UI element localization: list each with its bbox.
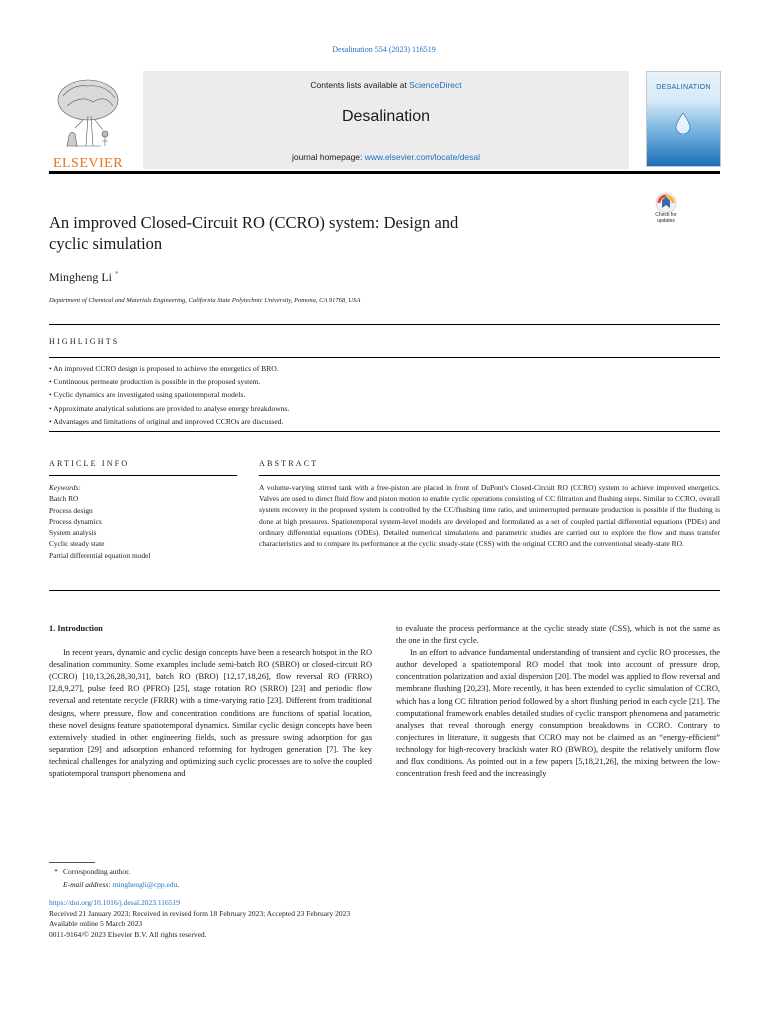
footnotes	[49, 866, 179, 891]
journal-info-box	[143, 71, 629, 169]
introduction-heading: 1. Introduction	[49, 624, 103, 633]
homepage-prefix: journal homepage:	[291, 152, 365, 162]
abstract-bottom-rule	[49, 590, 720, 591]
journal-title[interactable]: Desalination	[341, 108, 431, 125]
received-dates: Received 21 January 2023; Received in revised form 18 February 2023; Accepted 23 February 2023	[49, 908, 351, 918]
journal-masthead	[49, 71, 720, 169]
keyword-item: Process design	[49, 505, 93, 515]
intro-paragraph-2: to evaluate the process performance at the cyclic steady state (CSS), which is not the same as the one in the first cycle.	[396, 624, 720, 646]
badge-label-line-2: updates	[657, 217, 675, 224]
highlights-list	[49, 362, 720, 428]
article-title	[49, 212, 569, 254]
cover-title: DESALINATION	[656, 84, 711, 91]
author-name[interactable]: Mingheng Li	[49, 270, 112, 284]
highlight-item: • Approximate analytical solutions are provided to analyse energy breakdowns.	[49, 403, 290, 413]
check-for-updates-label	[648, 213, 684, 224]
intro-paragraph-3: In an effort to advance fundamental understanding of transient and cyclic RO processes, the author developed a spatiotemporal RO model that took into account of pressure drop, concentration polarization and axial dispersion [20]. The model was applied to flow reversal and membrane flushing [20,23]. More recently, it has been extended to cyclic simulation of CCRO, which has a long CC filtration period followed by a short flushing period in each cycle [21]. The computational framework enables detailed studies of cyclic transport phenomena and parametric analyses that reveal thorough energy consumption breakdowns in CCRO. Contrary to conjectures in literature, it suggests that CCRO may not be claimed as an “energy-efficient” technology for high-recovery brackish water RO (BWRO), despite the relatively uniform flow and flux conditions. As pointed out in a few papers [5,18,21,26], the mixing between the low-concentration fresh feed and the increasingly	[396, 648, 720, 779]
keyword-item: Process dynamics	[49, 516, 102, 526]
highlights-rule	[49, 357, 720, 358]
article-title-line-2: cyclic simulation	[49, 234, 163, 253]
intro-paragraph-1: In recent years, dynamic and cyclic design concepts have been a research hotspot in the RO desalination community. Some examples include semi-batch RO (SBRO) or closed-circuit RO (CCRO) [10,13,26,28,30,31], batch RO (BRO) [12,17,18,26], flow reversal RO (FRRO) [2,8,9,27], pulse feed RO (PFRO) [25], stage rotation RO (SRRO) [23] and periodic flow reversal and retentate recycle (FRRR) with a time-varying ratio [23]. Different from traditional designs, where pressure, flow and concentration conditions are functions of spatial location, these novel designs feature spatiotemporal dynamics. Similar cyclic design concepts have been extensively studied in other engineering fields, such as pressure swing adsorption for gas separation [29] and adsorption enhanced reforming for hydrogen generation [7]. The key technical challenges for analyzing and optimizing such cyclic processes are to solve the coupled spatiotemporal transport phenomena and	[49, 648, 372, 779]
elsevier-tree-icon	[53, 76, 123, 152]
abstract-heading: ABSTRACT	[259, 459, 319, 468]
copyright-line: 0011-9164/© 2023 Elsevier B.V. All rights reserved.	[49, 929, 207, 939]
journal-cover-image[interactable]	[646, 71, 721, 167]
homepage-line	[143, 152, 629, 162]
check-for-updates-button[interactable]	[648, 192, 684, 228]
publisher-name: ELSEVIER	[52, 156, 124, 171]
footnote-mark: *	[54, 867, 58, 876]
abstract-rule	[259, 475, 720, 476]
article-title-line-1: An improved Closed-Circuit RO (CCRO) system: Design and	[49, 213, 459, 232]
body-left-column	[49, 623, 372, 780]
highlights-top-rule	[49, 324, 720, 325]
highlight-item: • Cyclic dynamics are investigated using spatiotemporal models.	[49, 390, 246, 400]
article-info-heading: ARTICLE INFO	[49, 459, 130, 468]
keyword-item: System analysis	[49, 528, 97, 538]
masthead-divider	[49, 171, 720, 174]
article-info-rule	[49, 475, 237, 476]
check-for-updates-icon	[648, 192, 684, 214]
keyword-item: Partial differential equation model	[49, 550, 151, 560]
highlight-item: • Advantages and limitations of original and improved CCROs are discussed.	[49, 416, 284, 426]
badge-label-line-1: Check for	[655, 212, 677, 218]
highlights-heading: HIGHLIGHTS	[49, 337, 120, 346]
journal-citation[interactable]: Desalination 554 (2023) 116519	[332, 45, 436, 54]
water-drop-icon	[675, 112, 691, 134]
email-note	[49, 879, 179, 892]
body-right-column	[396, 623, 720, 780]
sciencedirect-link[interactable]: ScienceDirect	[409, 80, 462, 90]
keyword-item: Cyclic steady state	[49, 539, 105, 549]
available-online-date: Available online 5 March 2023	[49, 919, 143, 929]
corresponding-author-text: Corresponding author.	[63, 867, 131, 876]
publication-info	[49, 898, 350, 940]
heading-spacer	[49, 635, 372, 647]
corresponding-author-mark[interactable]: *	[115, 270, 119, 278]
journal-homepage-link[interactable]: www.elsevier.com/locate/desal	[364, 152, 481, 162]
keywords-label: Keywords:	[49, 483, 81, 492]
keyword-item: Batch RO	[49, 494, 79, 504]
doi-link[interactable]: https://doi.org/10.1016/j.desal.2023.116519	[49, 898, 181, 907]
footnote-rule	[49, 862, 95, 863]
author-email-link[interactable]: minghengli@cpp.edu	[112, 879, 178, 889]
highlight-item: • Continuous permeate production is possible in the proposed system.	[49, 377, 261, 387]
author-affiliation: Department of Chemical and Materials Engineering, California State Polytechnic University, Pomona, CA 91768, USA	[49, 297, 361, 304]
corresponding-author-note	[49, 866, 179, 879]
highlights-bottom-rule	[49, 431, 720, 432]
abstract-text: A volume-varying stirred tank with a free-piston are placed in front of DuPont's Closed-Circuit RO (CCRO) system to achieve improved energetics. Valves are used to direct fluid flow and piston motion to enable cyclic operations consisting of CC filtration and flushing steps. Similar to CCRO, overall system recovery in the proposed system is controlled by the CC/flushing time ratio, and uninterrupted permeate production is possible if the flushing is done at high pressures. Spatiotemporal system-level models are developed and formulated as a set of coupled partial differential equations (PDEs) and ordinary differential equations (ODEs). Detailed numerical simulations and parametric studies are carried out to explore the flow and mass transfer characteristics and to compare its performance at the cyclic steady-state (CSS) with the original CCRO and the conventional steady-state RO.	[259, 483, 720, 549]
author-line	[49, 270, 119, 285]
contents-line	[143, 80, 629, 90]
elsevier-logo[interactable]	[49, 76, 127, 171]
contents-prefix: Contents lists available at	[310, 80, 410, 90]
highlight-item: • An improved CCRO design is proposed to achieve the energetics of BRO.	[49, 364, 279, 373]
email-label: E-mail address:	[63, 879, 111, 889]
email-end: .	[177, 879, 180, 889]
keywords-list	[49, 482, 234, 561]
